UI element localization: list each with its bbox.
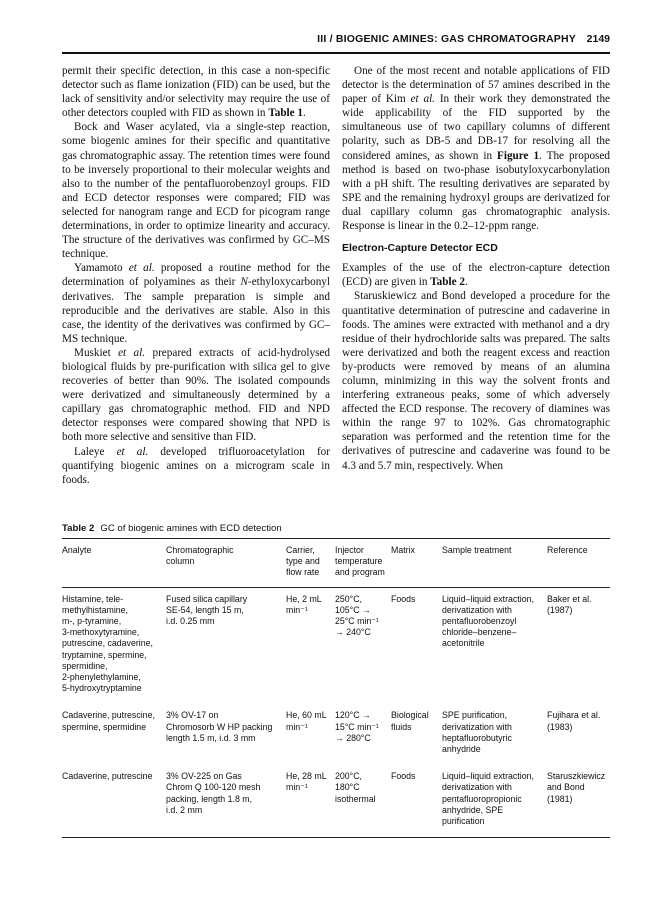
table-header-row xyxy=(62,539,610,588)
table-row xyxy=(62,765,610,838)
column-header xyxy=(286,539,335,588)
column-header xyxy=(442,539,547,588)
cell-text-line: Chromatographic xyxy=(166,545,234,555)
table-1-reference: Table 1 xyxy=(268,107,304,120)
cell-text-line: flow rate xyxy=(286,567,320,578)
cell-text-line: → 280°C xyxy=(335,732,371,743)
table-cell xyxy=(335,587,391,704)
cell-text-line: putrescine, cadaverine, xyxy=(62,638,153,649)
cell-text-line: → 240°C xyxy=(335,627,371,638)
table-cell xyxy=(286,587,335,704)
cell-text-line: anhydride, SPE xyxy=(442,804,504,815)
table-cell xyxy=(286,704,335,765)
table-title: GC of biogenic amines with ECD detection xyxy=(100,523,282,534)
cell-text-line: 15°C min⁻¹ xyxy=(335,721,379,732)
cell-text-line: Matrix xyxy=(391,545,415,555)
running-head xyxy=(62,30,610,54)
table-cell xyxy=(62,587,166,704)
cell-text-line: Cadaverine, putrescine, xyxy=(62,710,155,721)
paragraph: Staruskiewicz and Bond developed a procedure for the quantitative determination of putrescine and cadaverine in foods. The amines were extracted with methanol and a dry residue of their hydrochloride salts was prepared. The salts were derivatized and both the reagent excess and reaction by-products were removed by means of an alumina column, minimizing in this way the solvent fronts and interfering extraneous peaks, some of which adversely affected the ECD response. The recovery of diamines was within the range 97 to 102%. Gas chromatographic separation was performed and the retention time for the derivatives of putrescine and cadaverine was found to be 4.3 and 5.7 min, respectively. When xyxy=(342,290,610,472)
cell-text-line: i.d. 0.25 mm xyxy=(166,616,215,627)
cell-text-line: Carrier, xyxy=(286,545,315,555)
cell-text-line: m-, p-tyramine, xyxy=(62,616,122,627)
cell-text-line: (1983) xyxy=(547,721,573,732)
paragraph: Laleye et al. developed trifluoroacetylation for quantifying biogenic amines on a microgram scale in foods. xyxy=(62,445,330,486)
cell-text-line: Foods xyxy=(391,593,416,604)
column-header xyxy=(335,539,391,588)
cell-text-line: He, 60 mL xyxy=(286,710,327,721)
table-cell xyxy=(62,704,166,765)
paragraph: Yamamoto et al. proposed a routine method for the determination of polyamines as their N-ethyloxycarbonyl derivatives. The sample preparation is simple and reproducible and the derivatives are stable. Also in this case, the identity of the derivatives was confirmed by GC–MS technique. xyxy=(62,262,330,345)
cell-text-line: 200°C, xyxy=(335,771,362,782)
table-cell xyxy=(335,704,391,765)
cell-text-line: derivatization with xyxy=(442,604,512,615)
cell-text-line: tryptamine, spermine, xyxy=(62,649,147,660)
table-row xyxy=(62,704,610,765)
cell-text-line: Baker et al. xyxy=(547,593,592,604)
column-header xyxy=(547,539,610,588)
cell-text-line: derivatization with xyxy=(442,782,512,793)
section-heading: Electron-Capture Detector ECD xyxy=(342,242,498,255)
cell-text-line: Histamine, tele- xyxy=(62,593,124,604)
paragraph: Muskiet et al. prepared extracts of acid-hydrolysed biological fluids by pre-purification with silica gel to give recoveries of better than 90%. The isolated compounds were derivatized and simultaneously determined by a capillary gas chromatographic method. FID and NPD detector responses were compared showing that NPD is both more selective and sensitive than FID. xyxy=(62,346,330,444)
paragraph: permit their specific detection, in this case a non-specific detector such as flame ionization (FID) can be used, but the lack of sensitivity and/or selectivity may require the use of other detectors coupled with FID as shown in Table 1. xyxy=(62,65,330,120)
cell-text-line: chloride–benzene– xyxy=(442,627,517,638)
cell-text-line: column xyxy=(166,556,195,567)
cell-text-line: Sample treatment xyxy=(442,545,512,555)
cell-text-line: acetonitrile xyxy=(442,638,485,649)
cell-text-line: Biological xyxy=(391,710,429,721)
page-number: 2149 xyxy=(586,33,610,45)
table-cell xyxy=(391,765,442,838)
cell-text-line: purification xyxy=(442,816,485,827)
paragraph: One of the most recent and notable applications of FID detector is the determination of 57 amines described in the paper of Kim et al. In their work they demonstrated the wide applicability of the FID supported by the simultaneous use of two capillary columns of different polarity, such as DB-5 and DB-17 for resolving all the considered amines, as shown in Figure 1. The proposed method is based on two-phase isobutyloxycarbonylation with a pH shift. The resulting derivatives are separated by SPE and the remaining hydroxyl groups are derivatized for dual capillary column gas chromatographic analysis. Response is linear in the 0.2–12-ppm range. xyxy=(342,65,611,233)
cell-text-line: Chrom Q 100-120 mesh xyxy=(166,782,261,793)
cell-text-line: (1987) xyxy=(547,604,573,615)
cell-text-line: 5-hydroxytryptamine xyxy=(62,683,142,694)
table-cell xyxy=(547,765,610,838)
cell-text-line: 3% OV-17 on xyxy=(166,710,219,721)
paragraph: Bock and Waser acylated, via a single-step reaction, some biogenic amines for their specific and quantitative gas chromatographic assay. The retention times were found to be inversely proportional to their molecular weights and also to the number of the pentafluorobenzoyl groups. FID and ECD detector responses were compared; FID was selected for nanogram range and ECD for picogram range determinations, in order to optimize linearity and accuracy. The structure of the derivatives was confirmed by GC–MS technique. xyxy=(62,121,330,261)
cell-text-line: heptafluorobutyric xyxy=(442,732,512,743)
cell-text-line: 105°C → xyxy=(335,604,371,615)
table-cell xyxy=(286,765,335,838)
cell-text-line: 3-methoxytyramine, xyxy=(62,627,140,638)
cell-text-line: Foods xyxy=(391,771,416,782)
cell-text-line: (1981) xyxy=(547,793,573,804)
cell-text-line: packing, length 1.8 m, xyxy=(166,793,253,804)
cell-text-line: Fused silica capillary xyxy=(166,593,248,604)
cell-text-line: isothermal xyxy=(335,793,376,804)
cell-text-line: He, 2 mL xyxy=(286,593,322,604)
right-column xyxy=(342,64,610,473)
cell-text-line: Chromosorb W HP packing xyxy=(166,721,273,732)
cell-text-line: methylhistamine, xyxy=(62,604,129,615)
table-2-reference: Table 2 xyxy=(430,276,465,289)
cell-text-line: Liquid–liquid extraction, xyxy=(442,771,534,782)
cell-text-line: derivatization with xyxy=(442,721,512,732)
cell-text-line: spermidine, xyxy=(62,660,108,671)
cell-text-line: 25°C min⁻¹ xyxy=(335,616,379,627)
table-cell xyxy=(166,765,286,838)
table-cell xyxy=(391,587,442,704)
cell-text-line: 120°C → xyxy=(335,710,371,721)
cell-text-line: Injector xyxy=(335,545,364,555)
table-cell xyxy=(62,765,166,838)
column-header xyxy=(166,539,286,588)
cell-text-line: 180°C xyxy=(335,782,360,793)
cell-text-line: temperature xyxy=(335,556,383,567)
table-cell xyxy=(547,587,610,704)
table-cell xyxy=(335,765,391,838)
cell-text-line: and program xyxy=(335,567,385,578)
paragraph: Examples of the use of the electron-capture detection (ECD) are given in Table 2. xyxy=(342,262,610,289)
cell-text-line: SE-54, length 15 m, xyxy=(166,604,244,615)
table-cell xyxy=(442,587,547,704)
cell-text-line: SPE purification, xyxy=(442,710,508,721)
left-column xyxy=(62,64,330,487)
cell-text-line: Cadaverine, putrescine xyxy=(62,771,153,782)
table-cell xyxy=(442,704,547,765)
table-caption xyxy=(62,523,282,534)
table-cell xyxy=(547,704,610,765)
cell-text-line: Reference xyxy=(547,545,588,555)
cell-text-line: He, 28 mL xyxy=(286,771,327,782)
table-row xyxy=(62,587,610,704)
table-cell xyxy=(166,587,286,704)
table-cell xyxy=(442,765,547,838)
cell-text-line: pentafluoropropionic xyxy=(442,793,522,804)
cell-text-line: min⁻¹ xyxy=(286,721,308,732)
figure-1-reference: Figure 1 xyxy=(497,149,540,162)
cell-text-line: type and xyxy=(286,556,320,567)
table-label: Table 2 xyxy=(62,523,95,534)
cell-text-line: min⁻¹ xyxy=(286,604,308,615)
running-head-title: III / BIOGENIC AMINES: GAS CHROMATOGRAPHY xyxy=(317,33,576,45)
table-cell xyxy=(391,704,442,765)
cell-text-line: 2-phenylethylamine, xyxy=(62,672,141,683)
column-header xyxy=(62,539,166,588)
table-cell xyxy=(166,704,286,765)
cell-text-line: min⁻¹ xyxy=(286,782,308,793)
cell-text-line: Staruszkiewicz xyxy=(547,771,606,782)
cell-text-line: 250°C, xyxy=(335,593,362,604)
cell-text-line: anhydride xyxy=(442,744,481,755)
cell-text-line: 3% OV-225 on Gas xyxy=(166,771,242,782)
cell-text-line: Analyte xyxy=(62,545,92,555)
cell-text-line: pentafluorobenzoyl xyxy=(442,616,517,627)
cell-text-line: and Bond xyxy=(547,782,585,793)
cell-text-line: spermine, spermidine xyxy=(62,721,147,732)
column-header xyxy=(391,539,442,588)
cell-text-line: i.d. 2 mm xyxy=(166,804,203,815)
cell-text-line: length 1.5 m, i.d. 3 mm xyxy=(166,732,256,743)
cell-text-line: Fujihara et al. xyxy=(547,710,601,721)
cell-text-line: fluids xyxy=(391,721,412,732)
table-2 xyxy=(62,538,610,838)
cell-text-line: Liquid–liquid extraction, xyxy=(442,593,534,604)
